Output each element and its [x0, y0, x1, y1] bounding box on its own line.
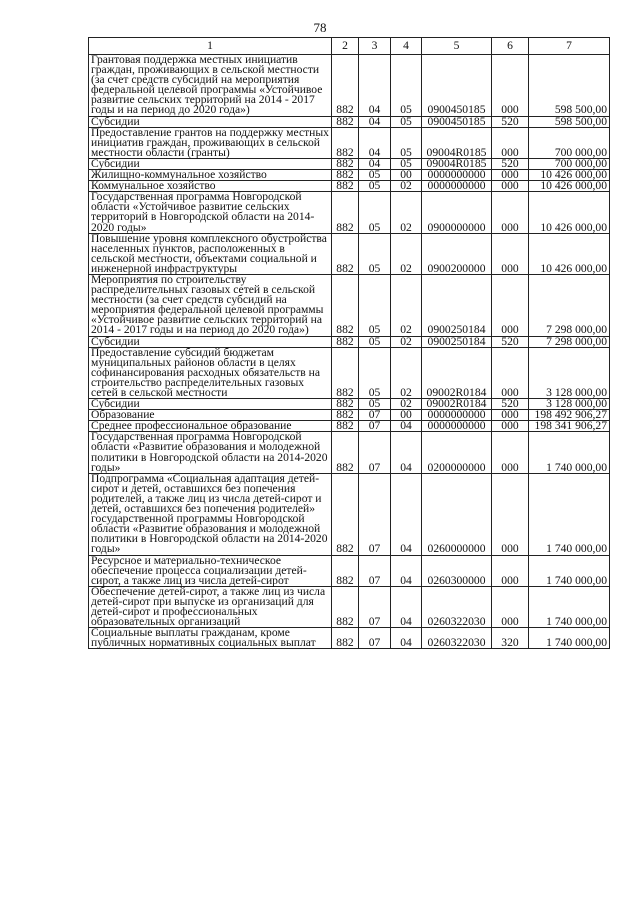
cell-amount: 700 000,00 — [529, 158, 610, 169]
cell-csr: 0260322030 — [422, 628, 492, 649]
cell-csr: 0900200000 — [422, 233, 492, 274]
cell-vr: 000 — [492, 127, 529, 158]
cell-rz: 04 — [359, 55, 391, 117]
cell-name: Образование — [89, 410, 332, 421]
cell-grbs: 882 — [332, 473, 359, 555]
cell-grbs: 882 — [332, 432, 359, 473]
cell-csr: 0900000000 — [422, 192, 492, 233]
cell-csr: 0000000000 — [422, 421, 492, 432]
header-cell: 4 — [391, 38, 422, 55]
cell-rz: 05 — [359, 181, 391, 192]
cell-name: Жилищно-коммунальное хозяйство — [89, 170, 332, 181]
cell-grbs: 882 — [332, 555, 359, 586]
header-cell: 5 — [422, 38, 492, 55]
cell-name: Предоставление грантов на поддержку местных инициатив граждан, проживающих в сельской местности области (гранты) — [89, 127, 332, 158]
cell-rz: 05 — [359, 347, 391, 398]
cell-name: Предоставление субсидий бюджетам муниципальных районов области в целях софинансирования расходных обязательств на строительство распределительных газовых сетей в сельской местности — [89, 347, 332, 398]
cell-vr: 000 — [492, 181, 529, 192]
cell-rz: 04 — [359, 127, 391, 158]
cell-amount: 1 740 000,00 — [529, 432, 610, 473]
cell-name: Государственная программа Новгородской области «Устойчивое развитие сельских территорий в Новгородской области на 2014-2020 годы» — [89, 192, 332, 233]
cell-pr: 02 — [391, 399, 422, 410]
cell-grbs: 882 — [332, 170, 359, 181]
cell-csr: 0000000000 — [422, 170, 492, 181]
cell-rz: 07 — [359, 421, 391, 432]
cell-csr: 0260322030 — [422, 586, 492, 627]
cell-pr: 02 — [391, 347, 422, 398]
cell-amount: 1 740 000,00 — [529, 473, 610, 555]
table-row — [89, 586, 610, 627]
cell-amount: 1 740 000,00 — [529, 628, 610, 649]
cell-pr: 05 — [391, 55, 422, 117]
header-cell: 6 — [492, 38, 529, 55]
cell-csr: 0900250184 — [422, 274, 492, 336]
cell-name: Обеспечение детей-сирот, а также лиц из числа детей-сирот при выпуске из организаций для детей-сирот и профессиональных образовательных организаций — [89, 586, 332, 627]
cell-amount: 3 128 000,00 — [529, 399, 610, 410]
cell-vr: 000 — [492, 410, 529, 421]
cell-grbs: 882 — [332, 116, 359, 127]
cell-rz: 05 — [359, 274, 391, 336]
cell-vr: 000 — [492, 192, 529, 233]
cell-pr: 05 — [391, 158, 422, 169]
cell-name: Социальные выплаты гражданам, кроме публичных нормативных социальных выплат — [89, 628, 332, 649]
cell-pr: 04 — [391, 586, 422, 627]
cell-vr: 520 — [492, 158, 529, 169]
cell-rz: 07 — [359, 628, 391, 649]
cell-pr: 02 — [391, 181, 422, 192]
cell-csr: 09002R0184 — [422, 399, 492, 410]
cell-pr: 04 — [391, 421, 422, 432]
cell-rz: 05 — [359, 233, 391, 274]
header-cell: 2 — [332, 38, 359, 55]
cell-pr: 05 — [391, 116, 422, 127]
cell-grbs: 882 — [332, 336, 359, 347]
cell-name: Субсидии — [89, 399, 332, 410]
cell-grbs: 882 — [332, 628, 359, 649]
table-row — [89, 628, 610, 649]
cell-amount: 10 426 000,00 — [529, 233, 610, 274]
cell-pr: 04 — [391, 473, 422, 555]
table-row — [89, 347, 610, 398]
cell-vr: 520 — [492, 336, 529, 347]
cell-vr: 520 — [492, 116, 529, 127]
cell-name: Подпрограмма «Социальная адаптация детей-сирот и детей, оставшихся без попечения родителей, а также лиц из числа детей-сирот и детей, оставшихся без попечения родителей» государственной программы Новгородской области «Развитие образования и молодежной политики в Новгородской области на 2014-2020 годы» — [89, 473, 332, 555]
cell-rz: 05 — [359, 170, 391, 181]
cell-name: Среднее профессиональное образование — [89, 421, 332, 432]
cell-amount: 10 426 000,00 — [529, 181, 610, 192]
cell-vr: 000 — [492, 555, 529, 586]
cell-csr: 0900450185 — [422, 116, 492, 127]
cell-grbs: 882 — [332, 158, 359, 169]
cell-pr: 04 — [391, 628, 422, 649]
cell-rz: 04 — [359, 158, 391, 169]
cell-amount: 198 492 906,27 — [529, 410, 610, 421]
cell-vr: 000 — [492, 432, 529, 473]
cell-pr: 04 — [391, 432, 422, 473]
cell-grbs: 882 — [332, 399, 359, 410]
cell-name: Субсидии — [89, 336, 332, 347]
cell-csr: 09004R0185 — [422, 158, 492, 169]
table-row — [89, 55, 610, 117]
cell-grbs: 882 — [332, 181, 359, 192]
cell-amount: 1 740 000,00 — [529, 586, 610, 627]
cell-vr: 000 — [492, 170, 529, 181]
cell-rz: 05 — [359, 336, 391, 347]
cell-pr: 00 — [391, 410, 422, 421]
header-row — [89, 38, 610, 55]
cell-rz: 05 — [359, 192, 391, 233]
cell-pr: 04 — [391, 555, 422, 586]
cell-grbs: 882 — [332, 127, 359, 158]
cell-rz: 07 — [359, 410, 391, 421]
cell-grbs: 882 — [332, 192, 359, 233]
cell-rz: 07 — [359, 473, 391, 555]
cell-name: Субсидии — [89, 116, 332, 127]
cell-amount: 10 426 000,00 — [529, 192, 610, 233]
cell-amount: 3 128 000,00 — [529, 347, 610, 398]
table-row — [89, 473, 610, 555]
cell-vr: 000 — [492, 233, 529, 274]
cell-csr: 0260300000 — [422, 555, 492, 586]
cell-csr: 0000000000 — [422, 181, 492, 192]
cell-grbs: 882 — [332, 274, 359, 336]
header-cell: 7 — [529, 38, 610, 55]
cell-amount: 598 500,00 — [529, 55, 610, 117]
cell-amount: 198 341 906,27 — [529, 421, 610, 432]
cell-amount: 7 298 000,00 — [529, 274, 610, 336]
cell-grbs: 882 — [332, 233, 359, 274]
table-row — [89, 432, 610, 473]
cell-name: Грантовая поддержка местных инициатив граждан, проживающих в сельской местности (за счет средств субсидий на мероприятия федеральной целевой программы «Устойчивое развитие сельских территорий на 2014 - 2017 годы и на период до 2020 года») — [89, 55, 332, 117]
table-row — [89, 233, 610, 274]
cell-name: Повышение уровня комплексного обустройства населенных пунктов, расположенных в сельской местности, объектами социальной и инженерной инфраструктуры — [89, 233, 332, 274]
cell-vr: 000 — [492, 421, 529, 432]
cell-rz: 07 — [359, 555, 391, 586]
cell-amount: 700 000,00 — [529, 127, 610, 158]
header-cell: 1 — [89, 38, 332, 55]
cell-grbs: 882 — [332, 347, 359, 398]
cell-vr: 000 — [492, 347, 529, 398]
table-row — [89, 274, 610, 336]
cell-pr: 02 — [391, 274, 422, 336]
cell-name: Мероприятия по строительству распределительных газовых сетей в сельской местности (за счет средств субсидий на мероприятия федеральной целевой программы «Устойчивое развитие сельских территорий на 2014 - 2017 годы и на период до 2020 года») — [89, 274, 332, 336]
cell-grbs: 882 — [332, 55, 359, 117]
cell-pr: 02 — [391, 233, 422, 274]
cell-grbs: 882 — [332, 410, 359, 421]
cell-amount: 10 426 000,00 — [529, 170, 610, 181]
table-row — [89, 192, 610, 233]
budget-table — [88, 37, 610, 649]
cell-amount: 7 298 000,00 — [529, 336, 610, 347]
cell-csr: 0200000000 — [422, 432, 492, 473]
page-number: 78 — [313, 20, 327, 35]
cell-name: Ресурсное и материально-техническое обеспечение процесса социализации детей-сирот, а также лиц из числа детей-сирот — [89, 555, 332, 586]
cell-vr: 000 — [492, 55, 529, 117]
cell-amount: 598 500,00 — [529, 116, 610, 127]
cell-name: Коммунальное хозяйство — [89, 181, 332, 192]
cell-csr: 09004R0185 — [422, 127, 492, 158]
cell-csr: 09002R0184 — [422, 347, 492, 398]
cell-vr: 320 — [492, 628, 529, 649]
cell-name: Субсидии — [89, 158, 332, 169]
cell-rz: 04 — [359, 116, 391, 127]
cell-name: Государственная программа Новгородской области «Развитие образования и молодежной политики в Новгородской области на 2014-2020 годы» — [89, 432, 332, 473]
cell-pr: 02 — [391, 336, 422, 347]
cell-vr: 000 — [492, 274, 529, 336]
cell-amount: 1 740 000,00 — [529, 555, 610, 586]
cell-csr: 0000000000 — [422, 410, 492, 421]
table-row — [89, 127, 610, 158]
cell-pr: 00 — [391, 170, 422, 181]
cell-vr: 520 — [492, 399, 529, 410]
cell-grbs: 882 — [332, 421, 359, 432]
cell-vr: 000 — [492, 586, 529, 627]
cell-csr: 0900250184 — [422, 336, 492, 347]
cell-csr: 0260000000 — [422, 473, 492, 555]
cell-rz: 07 — [359, 586, 391, 627]
cell-rz: 07 — [359, 432, 391, 473]
cell-vr: 000 — [492, 473, 529, 555]
table-row — [89, 555, 610, 586]
cell-pr: 05 — [391, 127, 422, 158]
cell-rz: 05 — [359, 399, 391, 410]
cell-pr: 02 — [391, 192, 422, 233]
cell-csr: 0900450185 — [422, 55, 492, 117]
cell-grbs: 882 — [332, 586, 359, 627]
header-cell: 3 — [359, 38, 391, 55]
